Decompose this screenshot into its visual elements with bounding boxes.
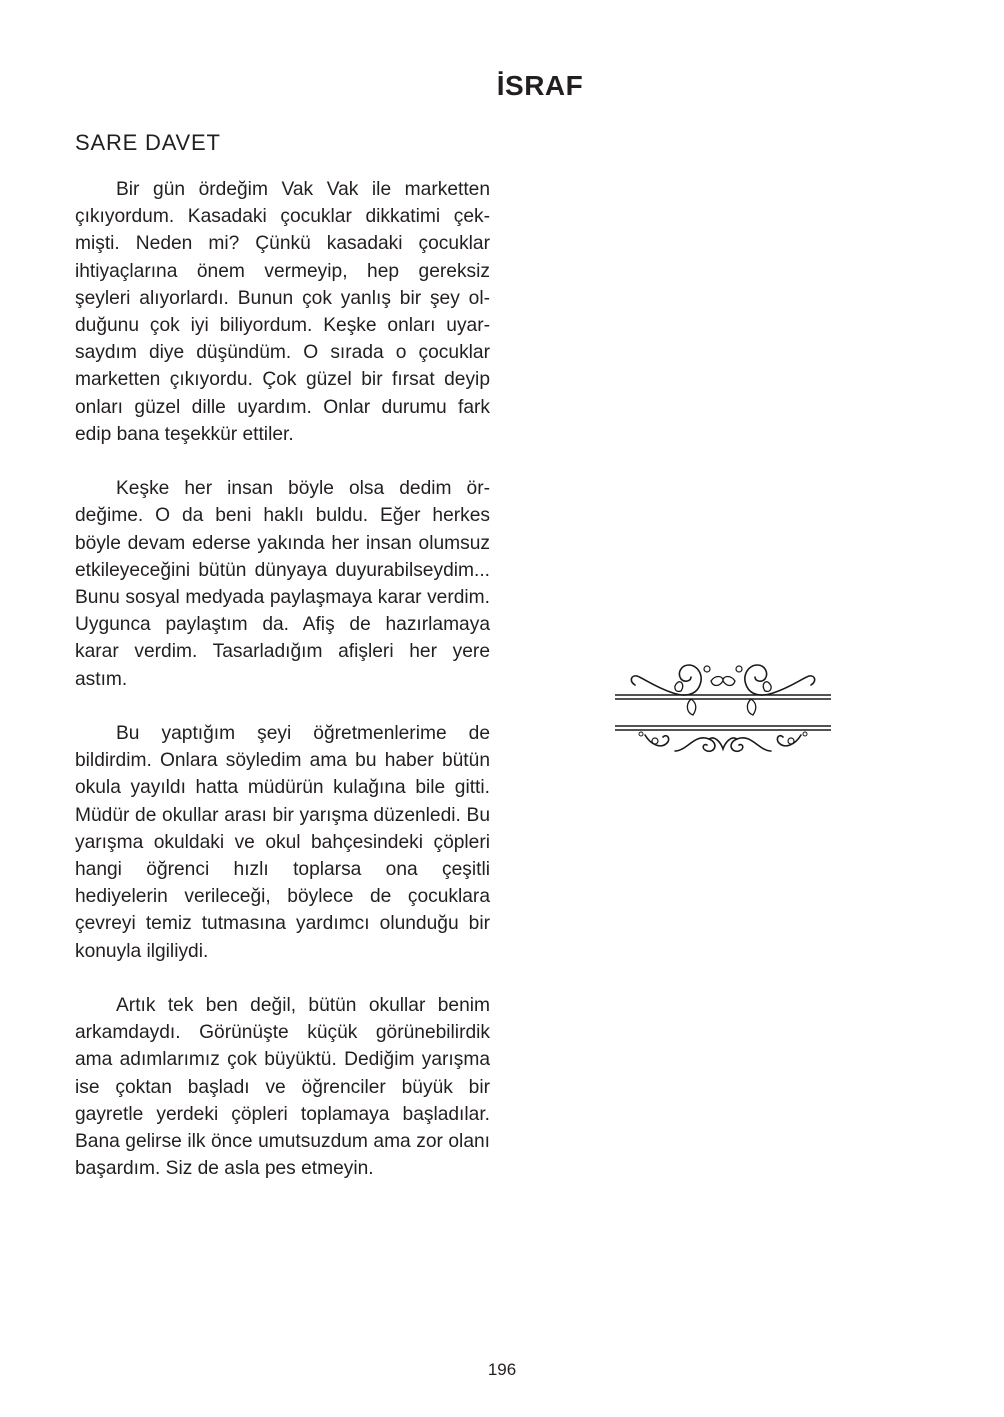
story-body xyxy=(75,176,490,1210)
paragraph: Bu yaptığım şeyi öğretmenlerime de bildirdim. Onlara söyledim ama bu haber bütün okula yayıldı hatta müdürün kulağına bile gitti. Müdür de okullar arası bir yarışma düzenledi. Bu yarışma okuldaki ve okul bahçesindeki çöpleri hangi öğrenci hızlı toplarsa ona çeşitli hediyelerin verileceği, böylece de çocuklara çevreyi temiz tutmasına yardımcı olunduğu bir konuyla ilgiliydi. xyxy=(75,723,490,962)
paragraph: Keşke her insan böyle olsa dedim ördeğime. O da beni haklı buldu. Eğer herkes böyle devam ederse yakında her insan olumsuz etkileyeceğini bütün dünyaya duyurabilseydim... Bunu sosyal medyada paylaşmaya karar verdim. Uygunca paylaştım da. Afiş de hazırlamaya karar verdim. Tasarladığım afişleri her yere astım. xyxy=(75,478,490,690)
page-number: 196 xyxy=(487,1360,517,1379)
author-name: SARE DAVET xyxy=(75,130,221,155)
page-title xyxy=(0,70,1004,102)
floral-divider-icon xyxy=(615,655,831,760)
title-text: İSRAF xyxy=(496,70,584,101)
paragraph: Bir gün ördeğim Vak Vak ile marketten çıkıyordum. Kasadaki çocuklar dikkatimi çekmişti. Neden mi? Çünkü kasadaki çocuklar ihtiyaçlarına önem vermeyip, hep gereksiz şeyleri alıyorlardı. Bunun çok yanlış bir şey olduğunu çok iyi biliyordum. Keşke onları uyarsaydım diye düşündüm. O sırada o çocuklar marketten çıkıyordu. Çok güzel bir fırsat deyip onları güzel dille uyardım. Onlar durumu fark edip bana teşekkür ettiler. xyxy=(75,179,490,445)
paragraph: Artık tek ben değil, bütün okullar benim arkamdaydı. Görünüşte küçük görünebilirdik ama adımlarımız çok büyüktü. Dediğim yarışma ise çoktan başladı ve öğrenciler büyük bir gayretle yerdeki çöpleri toplamaya başladılar. Bana gelirse ilk önce umutsuzdum ama zor olanı başardım. Siz de asla pes etmeyin. xyxy=(75,995,490,1180)
